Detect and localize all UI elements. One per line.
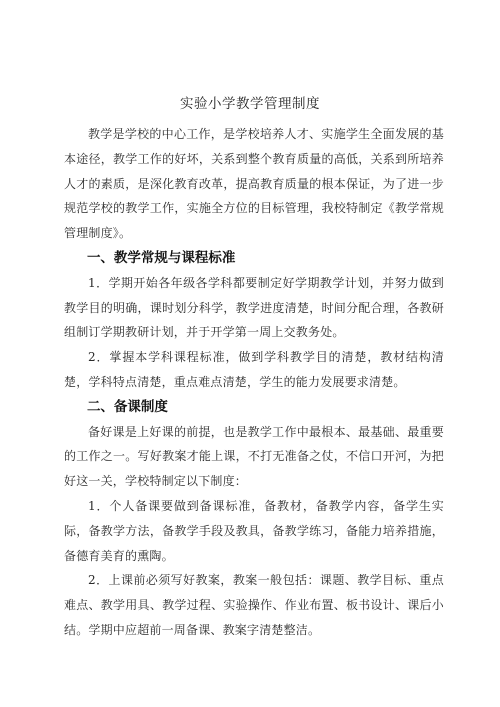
section-2-intro: 备好课是上好课的前提，也是教学工作中最根本、最基础、最重要的工作之一。写好教案才能上课，不打无准备之仗，不信口开河，为把好这一关，学校特制定以下制度： xyxy=(64,424,444,489)
section-1-heading: 一、教学常规与课程标准 xyxy=(86,249,236,266)
intro-paragraph: 教学是学校的中心工作，是学校培养人才、实施学生全面发展的基本途径，教学工作的好坏，关系到整个教育质量的高低，关系到所培养人才的素质，是深化教育改革，提高教育质量的根本保证，为了进一步规范学校的教学工作，实施全方位的目标管理，我校特制定《教学常规管理制度》。 xyxy=(64,127,444,241)
section-2-item-2: 2．上课前必须写好教案，教案一般包括：课题、教学目标、重点难点、教学用具、教学过程、实验操作、作业布置、板书设计、课后小结。学期中应超前一周备课、教案字清楚整洁。 xyxy=(64,573,444,637)
section-2-heading: 二、备课制度 xyxy=(86,398,168,415)
document-title: 实验小学教学管理制度 xyxy=(180,96,320,112)
section-1-item-1: 1．学期开始各年级各学科都要制定好学期教学计划，并努力做到教学目的明确，课时划分科学，教学进度清楚，时间分配合理，各教研组制订学期教研计划，并于开学第一周上交教务处。 xyxy=(64,275,444,340)
document-body xyxy=(64,122,444,643)
section-1-item-2: 2．掌握本学科课程标准，做到学科教学目的清楚，教材结构清楚，学科特点清楚，重点难点清楚，学生的能力发展要求清楚。 xyxy=(64,350,444,389)
section-2-item-1: 1．个人备课要做到备课标准，备教材，备教学内容，备学生实际，备教学方法，备教学手段及教具，备教学练习，备能力培养措施，备德育美育的熏陶。 xyxy=(64,498,444,563)
